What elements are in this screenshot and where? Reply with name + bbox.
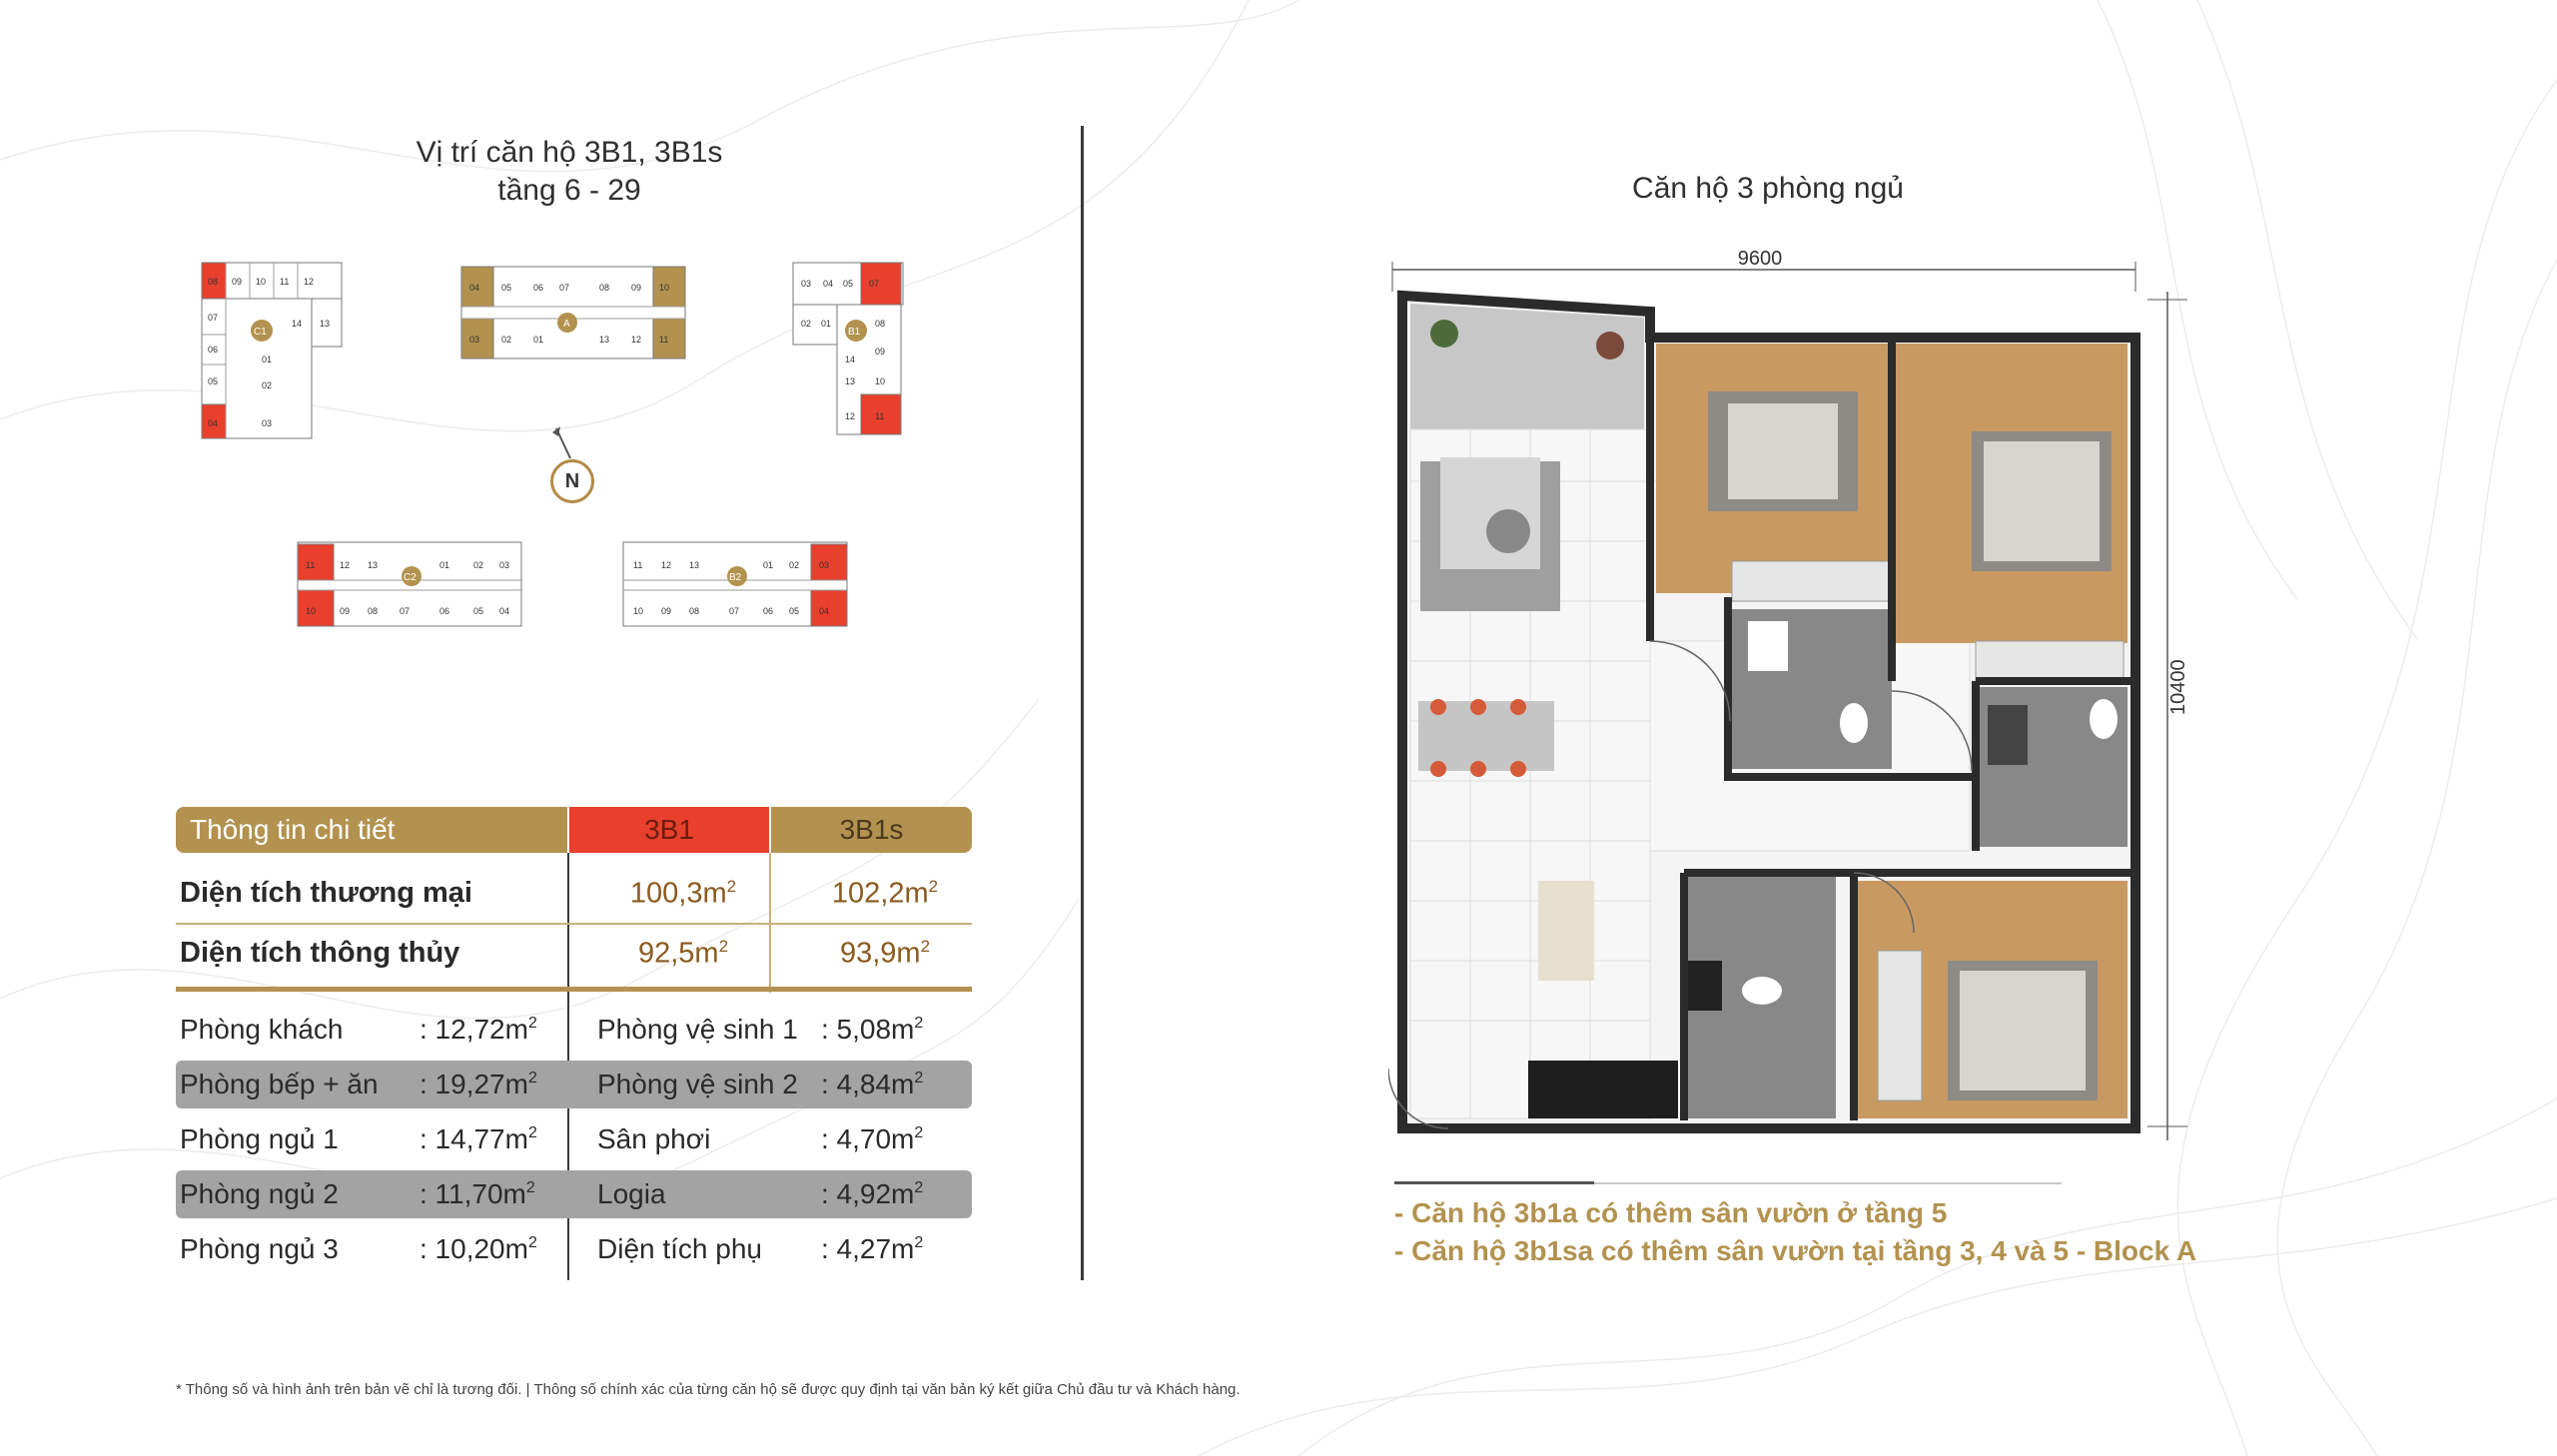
svg-text:03: 03: [819, 560, 830, 570]
commercial-area-label: Diện tích thương mại: [180, 877, 472, 909]
room-row: [176, 1006, 972, 1054]
clear-area-3b1: $92,5m^2$: [637, 937, 729, 970]
svg-text:13: 13: [320, 319, 331, 329]
disclaimer: * Thông số và hình ảnh trên bản vẽ chỉ là tương đối. | Thông số chính xác của từng căn hộ sẽ được quy định tại văn bản ký kết giữa Chủ đầu tư và Khách hàng.: [176, 1381, 1241, 1398]
location-title: [180, 134, 959, 210]
svg-text:05: 05: [843, 279, 854, 289]
svg-text:04: 04: [823, 279, 834, 289]
height-dimension: 10400: [2167, 659, 2189, 715]
svg-text:11: 11: [875, 411, 885, 421]
svg-text:08: 08: [689, 606, 700, 616]
svg-text:01: 01: [763, 560, 774, 570]
svg-text:14: 14: [845, 355, 856, 364]
room-area: : $4,84m^2$: [821, 1069, 924, 1099]
location-title-line2: tầng 6 - 29: [497, 174, 641, 207]
location-title-line1: Vị trí căn hộ 3B1, 3B1s: [416, 136, 723, 169]
svg-text:07: 07: [400, 606, 411, 616]
svg-text:02: 02: [501, 335, 512, 345]
svg-text:06: 06: [763, 606, 774, 616]
room-area: : $10,20m^2$: [420, 1233, 537, 1264]
svg-text:13: 13: [599, 335, 610, 345]
svg-text:06: 06: [439, 606, 450, 616]
svg-text:02: 02: [801, 319, 812, 329]
svg-text:10: 10: [659, 283, 670, 293]
svg-text:07: 07: [729, 606, 740, 616]
room-row: [176, 1170, 972, 1218]
svg-text:13: 13: [845, 376, 856, 386]
svg-text:05: 05: [789, 606, 800, 616]
svg-text:C1: C1: [254, 327, 267, 338]
svg-text:01: 01: [533, 335, 544, 345]
room-area: : $12,72m^2$: [420, 1014, 537, 1045]
room-area: : $19,27m^2$: [420, 1069, 537, 1099]
svg-text:09: 09: [661, 606, 672, 616]
table-rule: [176, 923, 972, 925]
room-area: : $5,08m^2$: [821, 1014, 924, 1045]
room-name: Phòng ngủ 2: [180, 1178, 339, 1209]
width-dimension: 9600: [1737, 248, 1783, 270]
svg-text:08: 08: [208, 277, 219, 287]
svg-text:08: 08: [875, 319, 886, 329]
block-c1: [202, 263, 342, 438]
room-name: Phòng vệ sinh 1: [597, 1014, 798, 1045]
svg-text:10: 10: [256, 277, 267, 287]
section-divider: [1081, 126, 1084, 1280]
room-area: : $11,70m^2$: [420, 1178, 535, 1209]
svg-text:01: 01: [821, 319, 832, 329]
svg-text:11: 11: [633, 560, 643, 570]
room-row: [176, 1115, 972, 1163]
svg-text:10: 10: [306, 606, 317, 616]
svg-text:04: 04: [819, 606, 830, 616]
svg-text:11: 11: [306, 560, 316, 570]
room-area: : $4,27m^2$: [821, 1233, 924, 1264]
north-arrow-icon: [550, 424, 590, 464]
room-name: Sân phơi: [597, 1123, 711, 1154]
svg-text:02: 02: [789, 560, 800, 570]
room-row: [176, 1061, 972, 1108]
svg-text:09: 09: [875, 347, 886, 357]
svg-text:01: 01: [439, 560, 450, 570]
note-line-2: - Căn hộ 3b1sa có thêm sân vườn tại tầng 3, 4 và 5 - Block A: [1394, 1235, 2197, 1266]
svg-text:12: 12: [304, 277, 315, 287]
north-badge: N: [550, 459, 594, 503]
notes-rule-accent: [1394, 1181, 1594, 1184]
svg-text:12: 12: [340, 560, 351, 570]
block-b1: [793, 263, 903, 434]
svg-text:13: 13: [689, 560, 700, 570]
svg-text:09: 09: [631, 283, 642, 293]
svg-text:C2: C2: [404, 572, 417, 583]
svg-text:01: 01: [262, 355, 273, 364]
room-name: Phòng bếp + ăn: [180, 1069, 379, 1099]
svg-text:11: 11: [280, 277, 290, 287]
floor-plan-title: Căn hộ 3 phòng ngủ: [1632, 172, 1904, 205]
column-3b1: 3B1: [569, 807, 769, 853]
room-name: Phòng vệ sinh 2: [597, 1069, 798, 1099]
svg-text:05: 05: [473, 606, 484, 616]
svg-text:10: 10: [633, 606, 644, 616]
svg-text:08: 08: [599, 283, 610, 293]
floor-plan: [1388, 262, 2187, 1140]
svg-text:05: 05: [501, 283, 512, 293]
clear-area-label: Diện tích thông thủy: [180, 937, 460, 969]
table-rule-thick: [176, 987, 972, 992]
svg-text:12: 12: [631, 335, 642, 345]
details-header-label: Thông tin chi tiết: [176, 807, 567, 853]
svg-text:11: 11: [659, 335, 669, 345]
room-name: Logia: [597, 1178, 666, 1209]
svg-text:02: 02: [473, 560, 484, 570]
svg-text:06: 06: [533, 283, 544, 293]
room-name: Phòng khách: [180, 1014, 344, 1045]
svg-text:10: 10: [875, 376, 886, 386]
svg-text:05: 05: [208, 376, 219, 386]
clear-area-3b1s: $93,9m^2$: [839, 937, 931, 970]
plan-notes: [1394, 1194, 2196, 1270]
commercial-area-3b1s: $102,2m^2$: [831, 877, 939, 910]
svg-text:07: 07: [869, 279, 880, 289]
svg-text:13: 13: [368, 560, 379, 570]
block-a: [461, 267, 685, 359]
svg-text:12: 12: [845, 411, 856, 421]
svg-text:04: 04: [499, 606, 510, 616]
block-b2: [623, 542, 847, 626]
svg-text:14: 14: [292, 319, 303, 329]
svg-text:03: 03: [469, 335, 480, 345]
svg-text:06: 06: [208, 345, 219, 355]
svg-text:B2: B2: [729, 572, 742, 583]
column-3b1s: 3B1s: [771, 807, 972, 853]
room-area: : $4,70m^2$: [821, 1123, 924, 1154]
svg-text:08: 08: [368, 606, 379, 616]
svg-text:07: 07: [559, 283, 570, 293]
svg-text:09: 09: [232, 277, 243, 287]
block-c2: [298, 542, 521, 626]
room-area: : $4,92m^2$: [821, 1178, 924, 1209]
svg-text:04: 04: [469, 283, 480, 293]
room-name: Phòng ngủ 3: [180, 1233, 339, 1264]
svg-text:12: 12: [661, 560, 672, 570]
svg-text:09: 09: [340, 606, 351, 616]
commercial-area-3b1: $100,3m^2$: [629, 877, 737, 910]
room-row: [176, 1225, 972, 1273]
svg-text:A: A: [563, 319, 570, 330]
details-table-header: [176, 807, 972, 853]
room-name: Phòng ngủ 1: [180, 1123, 339, 1154]
svg-text:02: 02: [262, 380, 273, 390]
svg-text:04: 04: [208, 418, 219, 428]
svg-text:03: 03: [262, 418, 273, 428]
svg-text:03: 03: [499, 560, 510, 570]
svg-text:07: 07: [208, 313, 219, 323]
svg-text:03: 03: [801, 279, 812, 289]
room-area: : $14,77m^2$: [420, 1123, 537, 1154]
svg-text:B1: B1: [848, 327, 861, 338]
room-name: Diện tích phụ: [597, 1233, 762, 1264]
note-line-1: - Căn hộ 3b1a có thêm sân vườn ở tầng 5: [1394, 1197, 1948, 1228]
